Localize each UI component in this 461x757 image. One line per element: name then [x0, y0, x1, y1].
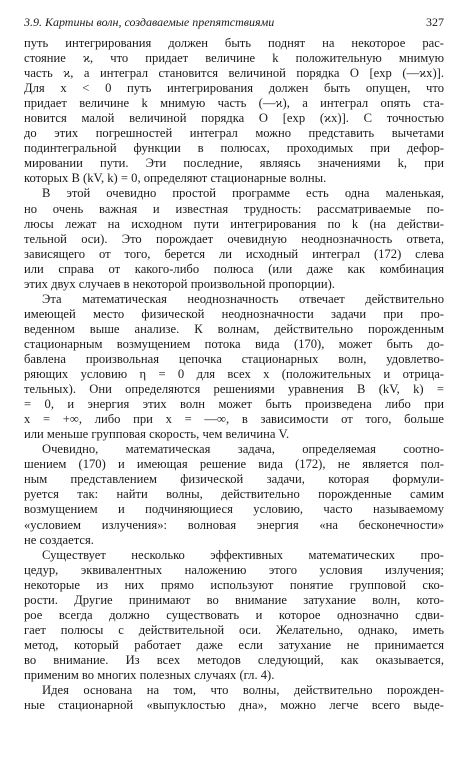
- text-line: = 0, и энергия этих волн может быть произведена либо при: [24, 397, 444, 412]
- page-number: 327: [426, 15, 444, 29]
- text-line: подинтегральной функции в полюсах, проходимых при дефор-: [24, 141, 444, 156]
- text-line: мировании пути. Эти последние, являясь значениями k, при: [24, 156, 444, 171]
- book-page: [24, 14, 444, 713]
- text-line: или справа от какого-либо полюса (или даже как комбинация: [24, 261, 444, 276]
- text-line: которых B (kV, k) = 0, определяют стационарные волны.: [24, 171, 327, 186]
- text-line: путь интегрирования должен быть поднят на некоторое рас-: [24, 36, 444, 50]
- text-line: Существует несколько эффективных математических про-: [42, 547, 444, 562]
- text-line: гает полюсы с действительной оси. Желательно, однако, иметь: [24, 622, 444, 637]
- text-line: некоторые из них прямо используют понятие групповой ско-: [24, 577, 444, 592]
- text-line: зависящего от того, берется ли исходный интеграл (172) слева: [24, 246, 444, 261]
- text-line: бавлена произвольная цепочка стационарных волн, удовлетво-: [24, 351, 444, 366]
- text-line: ным представлением физической задачи, которая формули-: [24, 472, 444, 487]
- paragraph: [24, 442, 444, 547]
- paragraph: [24, 548, 444, 683]
- text-line: рости. Другие принимают во внимание затухание волн, кото-: [24, 592, 444, 607]
- paragraph: [24, 292, 444, 442]
- text-line: не создается.: [24, 532, 94, 547]
- text-line: часть ϰ, а интеграл становится величиной порядка O [exp (—ϰx)].: [24, 66, 444, 81]
- text-line: «условием излучения»: волновая энергия «на бесконечности»: [24, 517, 444, 532]
- running-header: [24, 14, 444, 36]
- body-text: [24, 36, 444, 713]
- paragraph: [24, 36, 444, 186]
- text-line: руется так: найти волны, действительно порожденные самим: [24, 487, 444, 502]
- section-title: 3.9. Картины волн, создаваемые препятствиями: [24, 15, 275, 29]
- text-line: веденном выше анализе. К волнам, действительно порожденным: [24, 321, 444, 336]
- text-line: x = +∞, либо при x = —∞, в зависимости от того, больше: [24, 412, 444, 427]
- text-line: этих двух случаев в некоторой произвольной пропорции).: [24, 276, 335, 291]
- text-line: тельных). Они определяются решениями уравнения B (kV, k) =: [24, 382, 444, 397]
- text-line: во внимание. Из всех методов следующий, как оказывается,: [24, 652, 444, 667]
- text-line: или меньше групповая скорость, чем величина V.: [24, 427, 290, 442]
- text-line: новится малой величиной порядка O [exp (ϰx)]. С точностью: [24, 111, 444, 126]
- text-line: тельной оси). Это порождает очевидную неоднозначность ответа,: [24, 231, 444, 246]
- text-line: Для x < 0 путь интегрирования должен быть опущен, что: [24, 81, 444, 96]
- text-line: шением (170) и имеющая решение вида (172), не является пол-: [24, 457, 444, 472]
- text-line: ряющих условию η = 0 для всех x (положительных и отрица-: [24, 367, 444, 382]
- text-line: Идея основана на том, что волны, действительно порожден-: [42, 683, 444, 698]
- text-line: Эта математическая неоднозначность отвечает действительно: [42, 291, 444, 306]
- text-line: придает величине k мнимую часть (—ϰ), а интеграл опять ста-: [24, 96, 444, 111]
- text-line: стационарным возмущением потока вида (170), может быть до-: [24, 336, 444, 351]
- text-line: метод, который работает даже если затухание не принимается: [24, 637, 444, 652]
- text-line: до этих погрешностей интеграл можно представить вычетами: [24, 126, 444, 141]
- text-line: рое всегда должно существовать и которое однозначно сдви-: [24, 607, 444, 622]
- text-line: В этой очевидно простой программе есть одна маленькая,: [42, 186, 444, 201]
- text-line: цедур, эквивалентных наложению этого условия излучения;: [24, 562, 444, 577]
- paragraph: [24, 683, 444, 713]
- text-line: имеющей место физической неоднозначности задачи при про-: [24, 306, 444, 321]
- text-line: стояние ϰ, что придает величине k положительную мнимую: [24, 51, 444, 66]
- text-line: Очевидно, математическая задача, определяемая соотно-: [42, 442, 444, 457]
- text-line: но очень важная и известная трудность: рассматриваемые по-: [24, 201, 444, 216]
- text-line: ные стационарной «выпуклостью дна», можно легче всего выде-: [24, 698, 444, 713]
- text-line: возмущением и подчиняющиеся условию, часто называемому: [24, 502, 444, 517]
- paragraph: [24, 186, 444, 291]
- text-line: применим во многих полезных случаях (гл. 4).: [24, 667, 275, 682]
- text-line: люсы лежат на исходном пути интегрирования по k (на действи-: [24, 216, 444, 231]
